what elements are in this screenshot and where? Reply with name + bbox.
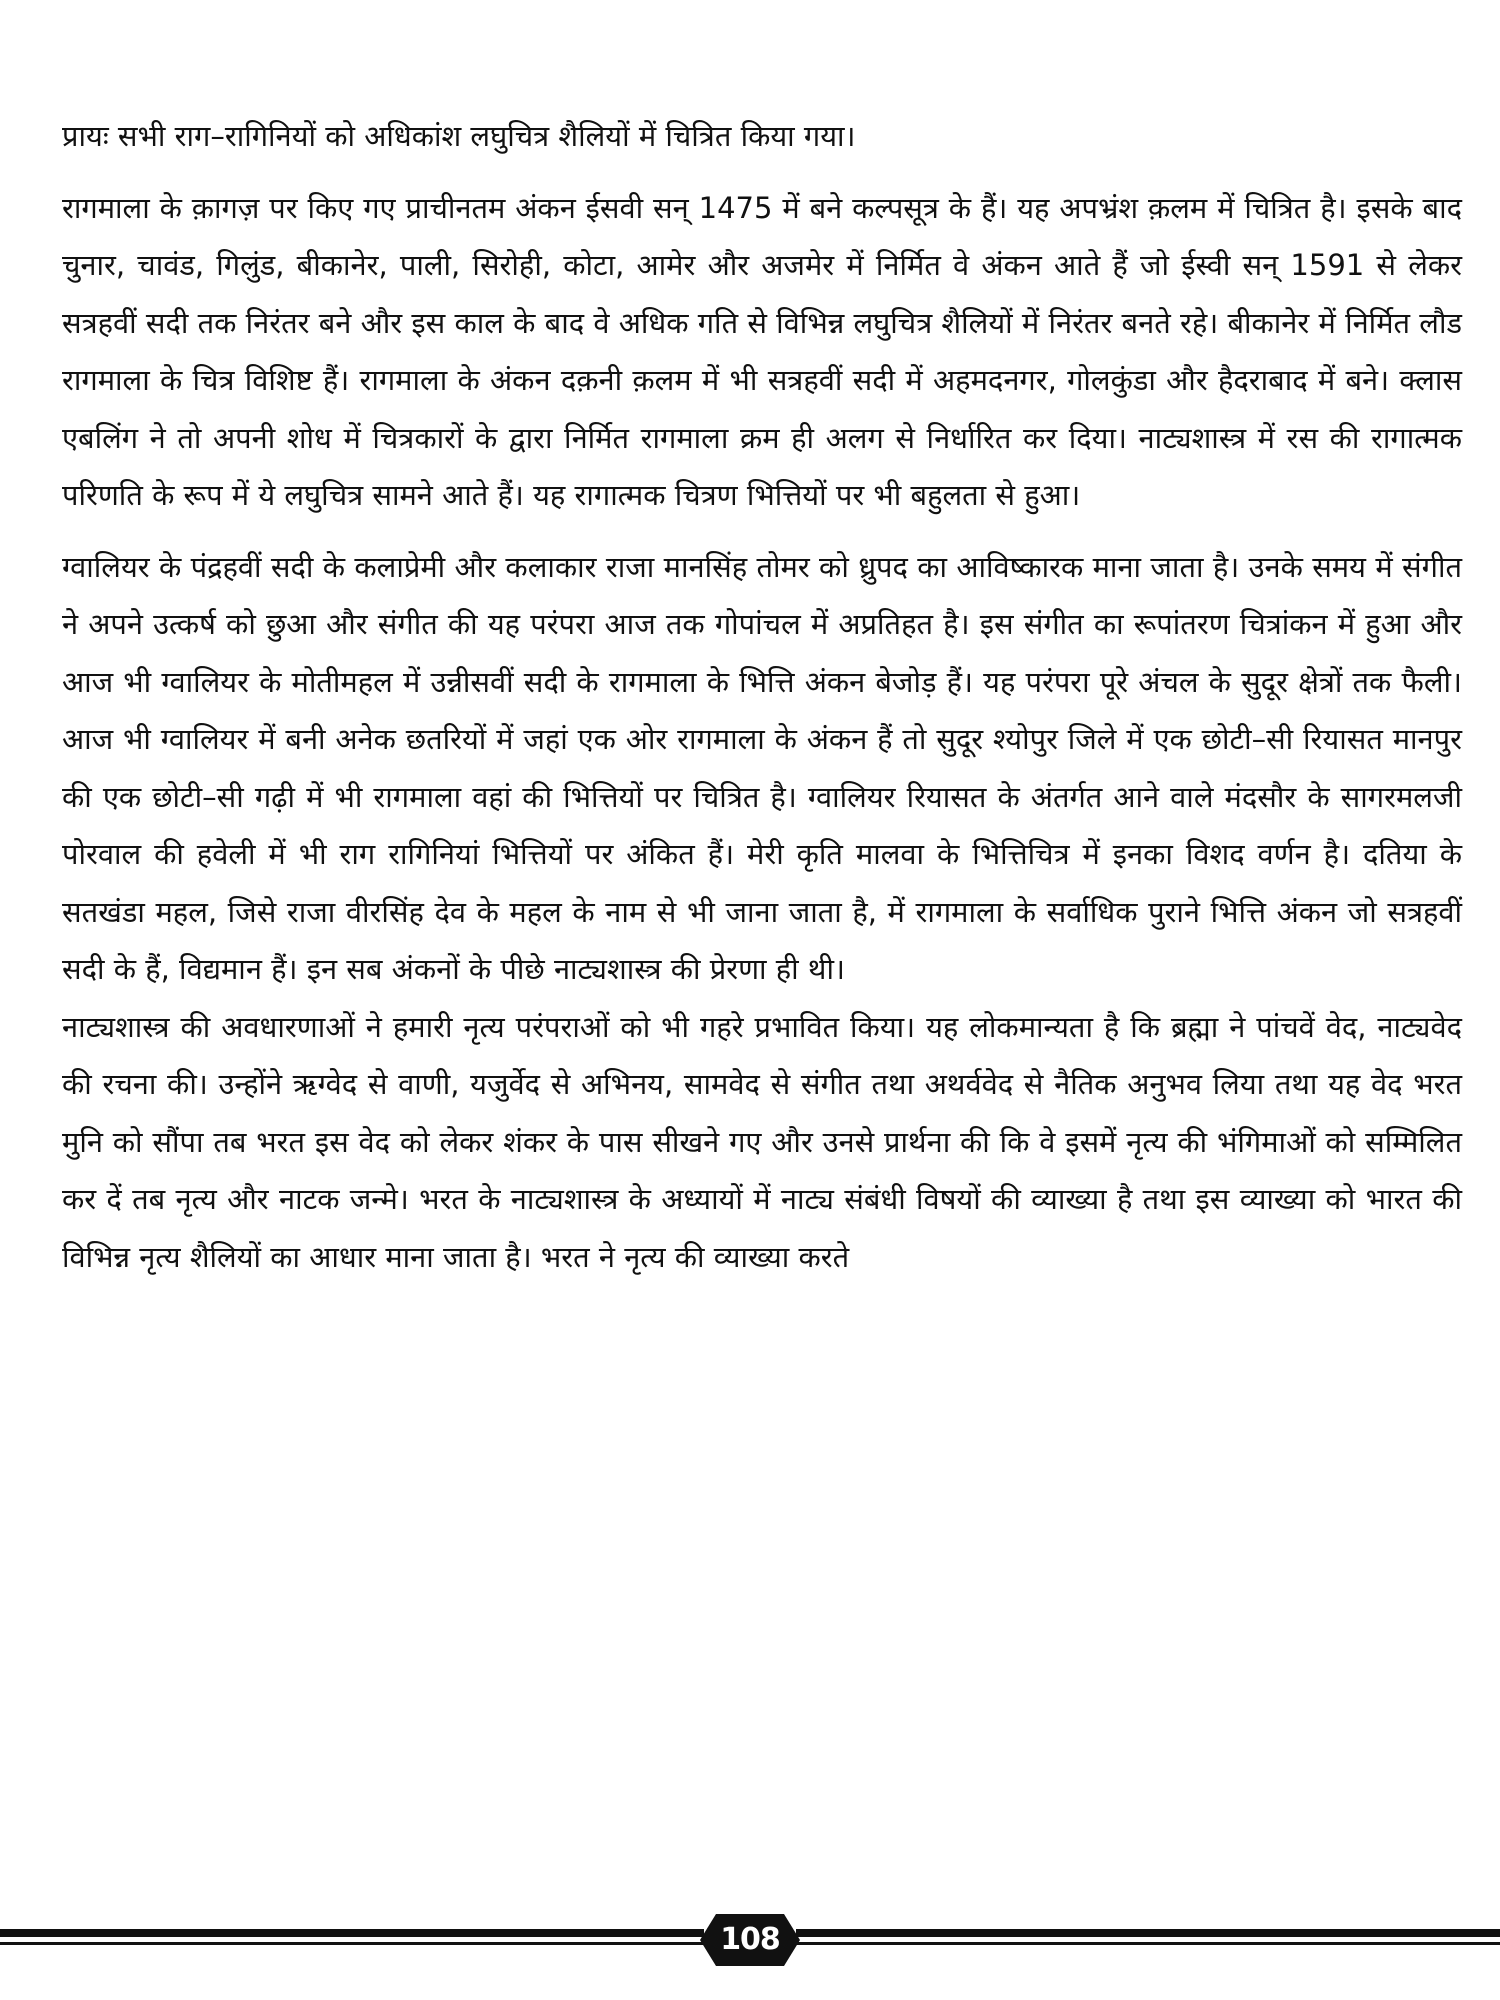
footer-rule-right-thick [796,1929,1500,1937]
paragraph-2: रागमाला के क़ागज़ पर किए गए प्राचीनतम अंकन ईसवी सन् 1475 में बने कल्पसूत्र के हैं। यह अपभ्रंश क़लम में चित्रित है। इसके बाद चुनार, चावंड, गिलुंड, बीकानेर, पाली, सिरोही, कोटा, आमेर और अजमेर में निर्मित वे अंकन आते हैं जो ईस्वी सन् 1591 से लेकर सत्रहवीं सदी तक निरंतर बने और इस काल के बाद वे अधिक गति से विभिन्न लघुचित्र शैलियों में निरंतर बनते रहे। बीकानेर में निर्मित लौड रागमाला के चित्र विशिष्ट हैं। रागमाला के अंकन दक़नी क़लम में भी सत्रहवीं सदी में अहमदनगर, गोलकुंडा और हैदराबाद में बने। क्लास एबलिंग ने तो अपनी शोध में चित्रकारों के द्वारा निर्मित रागमाला क्रम ही अलग से निर्धारित कर दिया। नाट्यशास्त्र में रस की रागात्मक परिणति के रूप में ये लघुचित्र सामने आते हैं। यह रागात्मक चित्रण भित्तियों पर भी बहुलता से हुआ। [62,190,1462,512]
page-number: 108 [720,1922,780,1957]
footer-rule-left-thin [0,1942,712,1945]
footer-rule-left-thick [0,1929,704,1937]
paragraph-4: नाट्यशास्त्र की अवधारणाओं ने हमारी नृत्य परंपराओं को भी गहरे प्रभावित किया। यह लोकमान्यता है कि ब्रह्मा ने पांचवें वेद, नाट्यवेद की रचना की। उन्होंने ऋग्वेद से वाणी, यजुर्वेद से अभिनय, सामवेद से संगीत तथा अथर्ववेद से नैतिक अनुभव लिया तथा यह वेद भरत मुनि को सौंपा तब भरत इस वेद को लेकर शंकर के पास सीखने गए और उनसे प्रार्थना की कि वे इसमें नृत्य की भंगिमाओं को सम्मिलित कर दें तब नृत्य और नाटक जन्मे। भरत के नाट्यशास्त्र के अध्यायों में नाट्य संबंधी विषयों की व्याख्या है तथा इस व्याख्या को भारत की विभिन्न नृत्य शैलियों का आधार माना जाता है। भरत ने नृत्य की व्याख्या करते [62,1009,1462,1274]
paragraph-3: ग्वालियर के पंद्रहवीं सदी के कलाप्रेमी और कलाकार राजा मानसिंह तोमर को ध्रुपद का आविष्कारक माना जाता है। उनके समय में संगीत ने अपने उत्कर्ष को छुआ और संगीत की यह परंपरा आज तक गोपांचल में अप्रतिहत है। इस संगीत का रूपांतरण चित्रांकन में हुआ और आज भी ग्वालियर के मोतीमहल में उन्नीसवीं सदी के रागमाला के भित्ति अंकन बेजोड़ हैं। यह परंपरा पूरे अंचल के सुदूर क्षेत्रों तक फैली। आज भी ग्वालियर में बनी अनेक छतरियों में जहां एक ओर रागमाला के अंकन हैं तो सुदूर श्योपुर जिले में एक छोटी–सी रियासत मानपुर की एक छोटी–सी गढ़ी में भी रागमाला वहां की भित्तियों पर चित्रित है। ग्वालियर रियासत के अंतर्गत आने वाले मंदसौर के सागरमलजी पोरवाल की हवेली में भी राग रागिनियां भित्तियों पर अंकित हैं। मेरी कृति मालवा के भित्तिचित्र में इनका विशद वर्णन है। दतिया के सतखंडा महल, जिसे राजा वीरसिंह देव के महल के नाम से भी जाना जाता है, में रागमाला के सर्वाधिक पुराने भित्ति अंकन जो सत्रहवीं सदी के हैं, विद्यमान हैं। इन सब अंकनों के पीछे नाट्यशास्त्र की प्रेरणा ही थी। [62,549,1462,986]
body-text [62,108,1462,1286]
footer-rule-right-thin [788,1942,1500,1945]
paragraph-1: प्रायः सभी राग–रागिनियों को अधिकांश लघुचित्र शैलियों में चित्रित किया गया। [62,119,856,153]
